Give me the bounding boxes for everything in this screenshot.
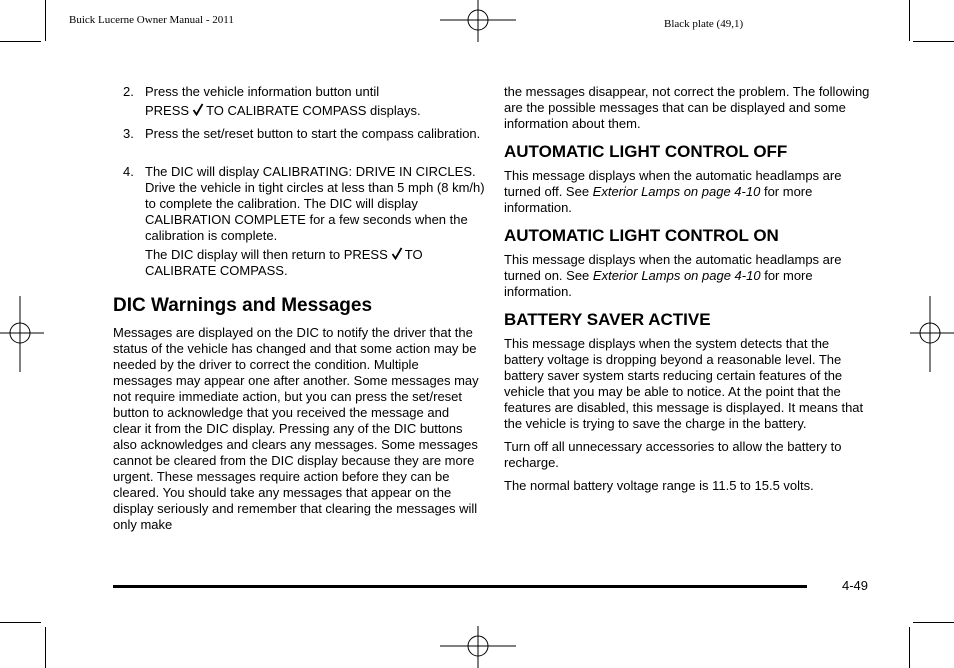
step-number: 2. [123,84,134,99]
crop-mark [0,41,41,42]
crosshair-icon [910,296,954,372]
section-heading: DIC Warnings and Messages [113,295,373,316]
crop-mark [909,0,910,41]
right-column [504,84,870,494]
text-segment: for more information. [504,184,813,215]
step-text [145,84,485,119]
crop-mark [45,627,46,668]
checkmark-icon [391,247,403,260]
step-text-segment: The DIC display will then return to PRESS [145,247,388,262]
crop-mark [913,41,954,42]
crop-mark [913,622,954,623]
checkmark-icon [192,103,204,116]
message-description: Turn off all unnecessary accessories to allow the battery to recharge. [504,439,842,470]
crop-mark [45,0,46,41]
step-text [145,164,485,279]
step-number: 3. [123,126,134,141]
crosshair-icon [440,0,516,42]
page-number: 4-49 [842,578,869,593]
crosshair-icon [440,626,516,668]
step-text-segment: TO CALIBRATE COMPASS displays. [206,103,421,118]
step-line: Press the vehicle information button until [145,84,380,99]
text-segment: for more information. [504,268,813,299]
step-paragraph: The DIC will display CALIBRATING: DRIVE IN CIRCLES. Drive the vehicle in tight circles at less than 5 mph (8 km/h) to complete the calibration. The DIC will display CALIBRATION COMPLETE for a few seconds when the calibration is complete. [145,164,485,243]
cross-reference-link[interactable]: Exterior Lamps on page 4-10 [592,184,761,199]
message-description [504,168,870,216]
step-paragraph [145,247,485,279]
text-segment: This message displays when the automatic headlamps are turned on. See [504,252,842,283]
message-heading-light-on: AUTOMATIC LIGHT CONTROL ON [504,226,779,245]
footer-rule [113,585,807,588]
step-line [145,103,485,119]
cross-reference-link[interactable]: Exterior Lamps on page 4-10 [592,268,761,283]
message-heading-battery-saver: BATTERY SAVER ACTIVE [504,310,711,329]
step-text-segment: PRESS [145,103,190,118]
message-heading-light-off: AUTOMATIC LIGHT CONTROL OFF [504,142,788,161]
step-text: Press the set/reset button to start the compass calibration. [145,126,481,141]
text-segment: This message displays when the automatic headlamps are turned off. See [504,168,842,199]
header-plate-info: Black plate (49,1) [664,18,744,30]
step-number: 4. [123,164,134,179]
step-text-segment: TO CALIBRATE COMPASS. [145,247,423,278]
message-description: This message displays when the system detects that the battery voltage is dropping beyond a reasonable level. The battery saver system starts reducing certain features of the vehicle that you may be able to notice. At the point that the features are disabled, this message is displayed. It means that the vehicle is trying to save the charge in the battery. [504,336,864,431]
message-description: The normal battery voltage range is 11.5 to 15.5 volts. [504,478,814,493]
intro-paragraph: the messages disappear, not correct the problem. The following are the possible messages that can be displayed and some information about them. [504,84,870,131]
message-description [504,252,870,300]
crosshair-icon [0,296,44,372]
crop-mark [0,622,41,623]
dic-warnings-section [113,295,480,533]
crop-mark [909,627,910,668]
header-document-title: Buick Lucerne Owner Manual - 2011 [69,14,234,26]
section-paragraph: Messages are displayed on the DIC to notify the driver that the status of the vehicle has changed and that some action may be needed by the driver to correct the condition. Multiple messages may appear one after another. Some messages may not require immediate action, but you can press the set/reset button to acknowledge that you received the message and clear it from the DIC display. Pressing any of the DIC buttons also acknowledges and clears any messages. Some messages cannot be cleared from the DIC display because they are more urgent. These messages require action before they can be cleared. You should take any messages that appear on the display seriously and remember that clearing the messages will only make [113,325,479,532]
